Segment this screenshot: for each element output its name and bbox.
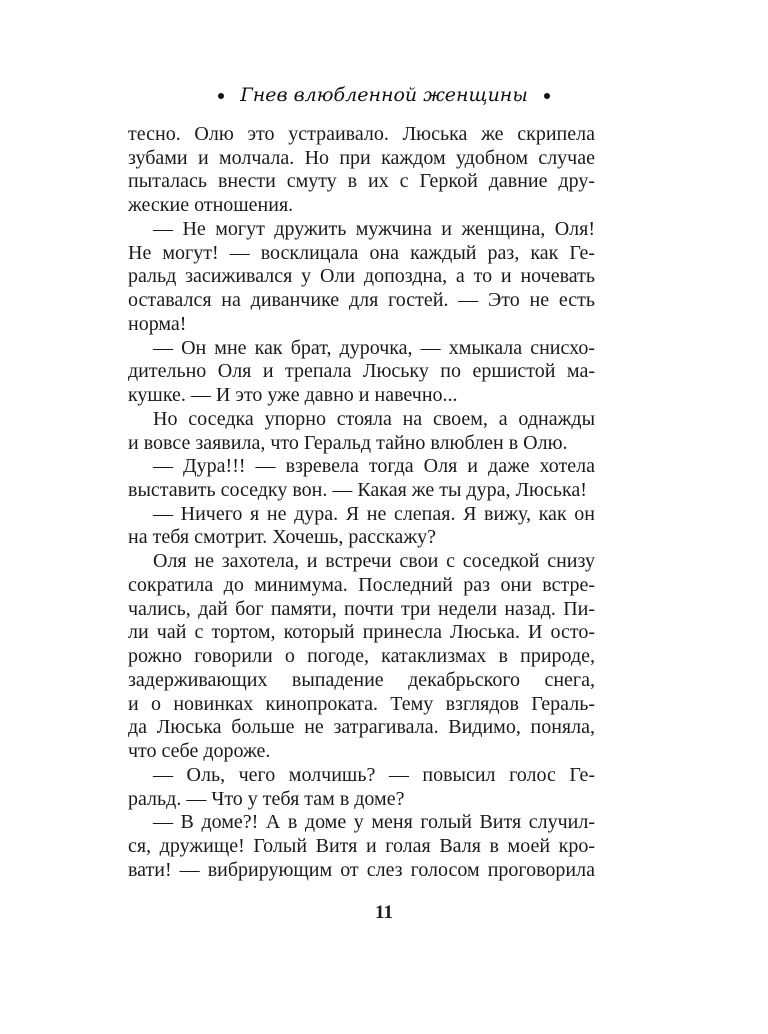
text-line: ли чай с тортом, который принесла Люська. И осто-: [128, 621, 595, 644]
text-line: сократила до минимума. Последний раз они встре-: [128, 573, 595, 596]
text-line: рожно говорили о погоде, катаклизмах в природе,: [128, 645, 595, 668]
text-line: тесно. Олю это устраивало. Люська же скрипела: [128, 123, 595, 145]
text-line: кушке. — И это уже давно и навечно...: [128, 384, 458, 407]
text-line: — Дура!!! — взревела тогда Оля и даже хотела: [153, 455, 595, 478]
text-line: и вовсе заявила, что Геральд тайно влюблен в Олю.: [128, 431, 568, 454]
bullet-icon: [218, 93, 224, 99]
text-line: пыталась внести смуту в их с Геркой давние дру-: [128, 170, 595, 193]
text-line: — Оль, чего молчишь? — повысил голос Ге-: [153, 763, 595, 786]
text-line: задерживающих выпадение декабрьского снега,: [128, 668, 595, 691]
text-line: выставить соседку вон. — Какая же ты дура, Люська!: [128, 479, 587, 502]
body-text: [128, 123, 595, 883]
text-line: вати! — вибрирующим от слез голосом проговорила: [128, 858, 595, 881]
text-line: на тебя смотрит. Хочешь, расскажу?: [128, 526, 437, 549]
text-line: что себе дороже.: [128, 740, 271, 763]
book-title: Гнев влюбленной женщины: [240, 84, 528, 106]
text-line: — Он мне как брат, дурочка, — хмыкала снисхо-: [153, 336, 595, 359]
text-line: жеские отношения.: [128, 194, 294, 217]
page-number: 11: [375, 902, 393, 923]
text-line: — В доме?! А в доме у меня голый Витя случил-: [153, 811, 595, 834]
text-line: Но соседка упорно стояла на своем, а однажды: [153, 407, 595, 430]
running-header: [0, 84, 768, 106]
text-line: — Не могут дружить мужчина и женщина, Оля!: [153, 217, 595, 240]
text-line: норма!: [128, 312, 187, 335]
text-line: зубами и молчала. Но при каждом удобном случае: [128, 146, 595, 169]
text-line: да Люська больше не затрагивала. Видимо, поняла,: [128, 716, 595, 739]
text-line: и о новинках кинопроката. Тему взглядов Гераль-: [128, 692, 595, 715]
text-line: чались, дай бог памяти, почти три недели назад. Пи-: [128, 597, 595, 620]
text-line: Не могут! — восклицала она каждый раз, как Ге-: [128, 241, 595, 264]
text-line: оставался на диванчике для гостей. — Это не есть: [128, 289, 595, 312]
text-line: ся, дружище! Голый Витя и голая Валя в моей кро-: [128, 835, 595, 858]
text-line: ральд. — Что у тебя там в доме?: [128, 787, 405, 810]
text-line: — Ничего я не дура. Я не слепая. Я вижу, как он: [153, 502, 595, 525]
text-line: ральд засиживался у Оли допоздна, а то и ночевать: [128, 265, 595, 288]
text-line: Оля не захотела, и встречи свои с соседкой снизу: [153, 550, 595, 573]
bullet-icon: [544, 93, 550, 99]
text-line: дительно Оля и трепала Люську по ершистой ма-: [128, 360, 595, 383]
